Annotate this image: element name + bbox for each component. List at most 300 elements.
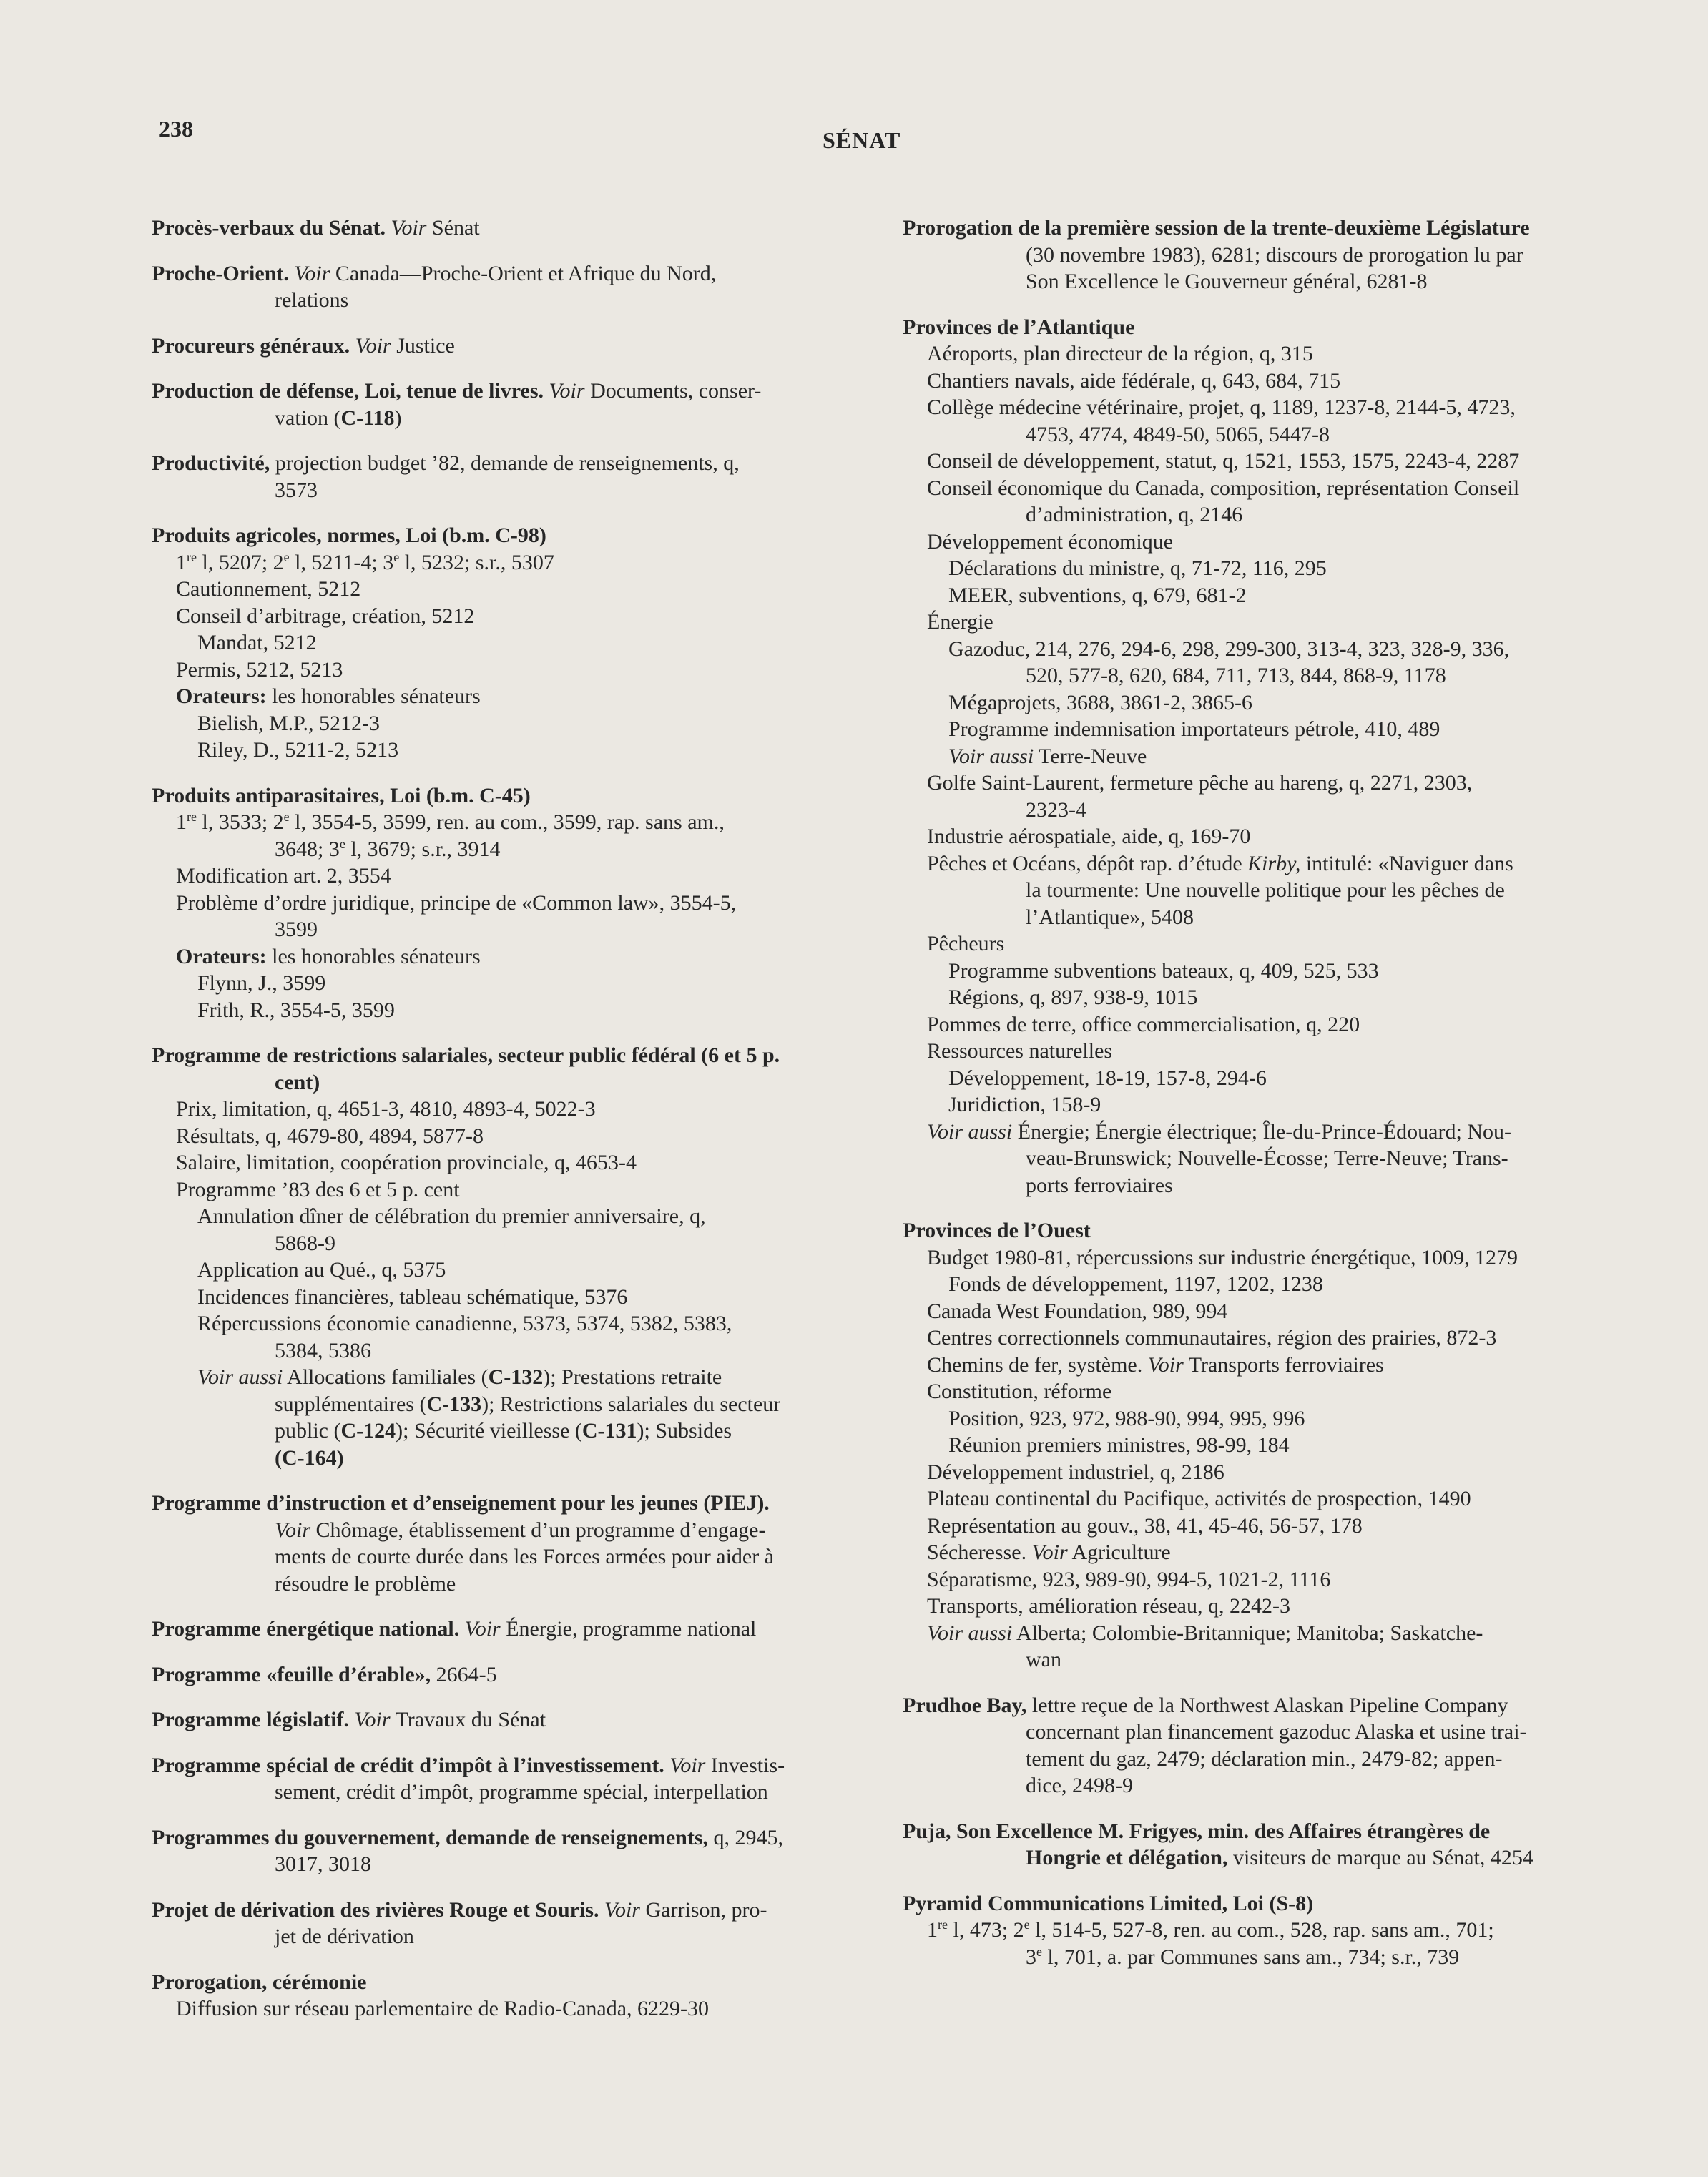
text-run: Investis- [705,1753,785,1777]
index-entry [152,1042,885,1471]
entry-heading [903,1890,1636,1917]
entry-heading [903,1818,1636,1845]
text-run: Garrison, pro- [639,1897,767,1922]
index-entry [152,215,885,242]
text-run: Programme énergétique national. [152,1617,460,1641]
text-run: Fonds de développement, 1197, 1202, 1238 [948,1272,1323,1296]
text-run: Voir aussi [927,1621,1013,1645]
entry-line [152,1851,885,1878]
text-run: Provinces de l’Ouest [903,1219,1091,1242]
text-run: Voir aussi [948,744,1034,768]
entry-line [903,529,1636,556]
index-entry [903,1890,1636,1971]
text-run: Permis, 5212, 5213 [176,657,343,682]
index-entry [152,333,885,360]
text-run: Mandat, 5212 [197,631,317,654]
text-run: résoudre le problème [275,1571,456,1596]
text-run: C-131 [581,1419,637,1443]
entry-line [152,477,885,504]
text-run: e [1024,1917,1030,1932]
index-entry [903,1217,1636,1674]
text-run: Énergie, programme national [500,1617,757,1641]
entry-line [903,609,1636,636]
entry-line [903,340,1636,368]
entry-line [152,836,885,863]
text-run: 2664-5 [431,1662,497,1686]
text-run: vation ( [275,406,341,430]
entry-line [903,582,1636,609]
index-entry [152,378,885,431]
text-run: intitulé: «Naviguer dans [1300,851,1513,875]
text-run: tement du gaz, 2479; déclaration min., 2479-82; appen- [1026,1746,1503,1771]
index-entry [903,314,1636,1199]
text-run: 3648; 3 [275,837,340,861]
entry-line [903,1244,1636,1272]
text-run: Voir aussi [927,1119,1013,1144]
text-run: Conseil économique du Canada, composition, représentation Conseil [927,476,1520,500]
text-run: relations [275,288,349,312]
entry-line [152,1923,885,1950]
text-run: Allocations familiales ( [283,1365,489,1389]
text-run: wan [1026,1648,1061,1671]
entry-line [903,1432,1636,1459]
text-run: Aéroports, plan directeur de la région, q, 315 [927,342,1313,365]
index-column-left [152,215,885,2041]
entry-heading [903,314,1636,341]
text-run: Sénat [426,216,480,240]
entry-line [152,863,885,890]
text-run: Prudhoe Bay, [903,1693,1027,1717]
entry-line [903,1917,1636,1944]
entry-line [903,1378,1636,1405]
entry-line [903,797,1636,824]
entry-line [152,710,885,737]
text-run: Programme de restrictions salariales, secteur public fédéral (6 et 5 p. [152,1043,780,1067]
text-run: Kirby, [1247,851,1301,875]
index-entry [152,1897,885,1950]
text-run: C-132 [488,1365,544,1389]
text-run: Orateurs: [176,944,267,968]
text-run: Voir [604,1897,640,1922]
entry-line [152,1069,885,1096]
text-run: 3017, 3018 [275,1852,371,1876]
text-run: Terre-Neuve [1034,744,1147,768]
text-run: Problème d’ordre juridique, principe de «Common law», 3554-5, [176,890,737,915]
index-entry [152,260,885,314]
text-run: Position, 923, 972, 988-90, 994, 995, 996 [948,1406,1305,1430]
entry-heading [152,1824,885,1852]
entry-line [152,1445,885,1472]
text-run: Voir [669,1753,706,1777]
text-run: Modification art. 2, 3554 [176,864,391,888]
text-run: ); Prestations retraite [543,1365,722,1389]
entry-line [903,1172,1636,1199]
entry-line [903,1271,1636,1298]
text-run: l, 5232; s.r., 5307 [399,550,554,574]
text-run: 2323-4 [1026,797,1086,822]
text-run: Développement économique [927,529,1174,554]
entry-line [152,1149,885,1176]
entry-line [903,1746,1636,1773]
entry-line [903,1405,1636,1433]
text-run: Alberta; Colombie-Britannique; Manitoba; Saskatche- [1012,1621,1483,1645]
entry-line [903,1566,1636,1593]
text-run: l, 5211-4; 3 [289,550,394,574]
text-run: Voir [355,333,391,358]
entry-line [903,930,1636,958]
entry-line [903,1145,1636,1172]
text-run: MEER, subventions, q, 679, 681-2 [948,583,1247,607]
entry-line [152,1096,885,1123]
entry-heading [152,1616,885,1643]
text-run: Orateurs: [176,684,267,708]
text-run: l, 3533; 2 [196,810,284,834]
text-run: Agriculture [1067,1540,1171,1564]
text-run: Conseil de développement, statut, q, 1521, 1553, 1575, 2243-4, 2287 [927,449,1520,473]
index-entry [903,1818,1636,1872]
text-run: Produits agricoles, normes, Loi (b.m. C-98) [152,524,546,547]
text-run: Projet de dérivation des rivières Rouge et Souris. [152,1897,599,1922]
text-run: 3573 [275,478,318,502]
index-entry [152,1616,885,1643]
text-run: les honorables sénateurs [266,944,481,968]
text-run: Travaux du Sénat [390,1708,546,1731]
text-run: Programmes du gouvernement, demande de renseignements, [152,1825,708,1849]
index-entry [152,782,885,1024]
text-run: Procès-verbaux du Sénat. [152,216,386,240]
entry-line [903,904,1636,931]
text-run: 5868-9 [275,1231,335,1255]
text-run: Chemins de fer, système. [927,1352,1148,1377]
index-entry [152,1752,885,1806]
text-run: Canada West Foundation, 989, 994 [927,1299,1228,1323]
entry-heading [903,215,1636,242]
text-run [349,1708,355,1731]
text-run: Programme d’instruction et d’enseignement pour les jeunes (PIEJ). [152,1491,770,1515]
entry-line [152,916,885,943]
text-run: ); Sécurité vieillesse ( [396,1419,582,1443]
text-run: Voir [549,379,585,403]
text-run: l, 5207; 2 [196,550,284,574]
entry-line [152,1417,885,1445]
text-run: ) [394,406,402,430]
entry-line [903,1038,1636,1065]
text-run: supplémentaires ( [275,1392,427,1416]
text-run: Canada—Proche-Orient et Afrique du Nord, [330,261,717,285]
text-run: Conseil d’arbitrage, création, 5212 [176,604,475,628]
entry-line [152,1364,885,1391]
entry-line [152,683,885,710]
text-run: Hongrie et délégation, [1026,1846,1228,1869]
text-run [599,1898,604,1922]
index-entry [152,1490,885,1597]
text-run: Constitution, réforme [927,1380,1112,1403]
entry-line [903,770,1636,797]
text-run: lettre reçue de la Northwest Alaskan Pipeline Company [1026,1693,1508,1717]
text-run: Développement, 18-19, 157-8, 294-6 [948,1066,1267,1090]
entry-line [152,1571,885,1598]
text-run: 5384, 5386 [275,1338,371,1362]
text-run: Prorogation de la première session de la trente-deuxième Législature [903,216,1530,240]
entry-heading [152,1706,885,1734]
entry-line [152,603,885,630]
text-run: veau-Brunswick; Nouvelle-Écosse; Terre-Neuve; Trans- [1026,1146,1508,1170]
text-run: 3599 [275,918,318,941]
index-entry [152,1824,885,1878]
entry-line [152,1995,885,2023]
entry-heading [903,1217,1636,1244]
text-run: Cautionnement, 5212 [176,577,361,601]
entry-line [152,809,885,836]
entry-line [903,1646,1636,1674]
entry-heading [152,1661,885,1689]
text-run: d’administration, q, 2146 [1026,503,1243,526]
text-run: Programme spécial de crédit d’impôt à l’investissement. [152,1753,664,1777]
entry-line [152,1337,885,1365]
text-run: ments de courte durée dans les Forces armées pour aider à [275,1545,775,1568]
entry-line [152,943,885,970]
text-run: Mégaprojets, 3688, 3861-2, 3865-6 [948,690,1252,714]
text-run: Procureurs généraux. [152,333,350,358]
entry-line [903,394,1636,421]
entry-heading [152,1897,885,1924]
entry-line [903,268,1636,295]
entry-line [152,1257,885,1284]
entry-line [903,1298,1636,1325]
entry-heading [152,215,885,242]
text-run: ); Subsides [637,1419,732,1443]
text-run: Budget 1980-81, répercussions sur industrie énergétique, 1009, 1279 [927,1245,1518,1269]
text-run: Flynn, J., 3599 [197,971,326,995]
entry-line [903,1459,1636,1486]
text-run: Pyramid Communications Limited, Loi (S-8) [903,1891,1314,1915]
entry-line [903,984,1636,1011]
text-run: Salaire, limitation, coopération provinciale, q, 4653-4 [176,1151,637,1174]
text-run: la tourmente: Une nouvelle politique pour les pêches de [1026,878,1505,902]
text-run: Prix, limitation, q, 4651-3, 4810, 4893-4, 5022-3 [176,1097,596,1121]
text-run: Voir aussi [197,1365,283,1389]
text-run: Voir [391,216,427,240]
entry-line [903,1593,1636,1620]
entry-heading [152,450,885,477]
entry-line [152,1517,885,1544]
entry-line [152,997,885,1024]
text-run: public ( [275,1419,341,1443]
entry-line [152,1230,885,1257]
text-run: l, 473; 2 [947,1918,1024,1942]
text-run: Programme indemnisation importateurs pétrole, 410, 489 [948,717,1440,741]
text-run: Produits antiparasitaires, Loi (b.m. C-45) [152,783,531,807]
entry-line [152,1123,885,1150]
text-run: ); Restrictions salariales du secteur [481,1392,781,1416]
entry-line [152,890,885,917]
entry-line [903,1719,1636,1746]
text-run: Collège médecine vétérinaire, projet, q, 1189, 1237-8, 2144-5, 4723, [927,395,1516,419]
text-run: Chômage, établissement d’un programme d’engage- [310,1518,766,1542]
text-run: Centres correctionnels communautaires, région des prairies, 872-3 [927,1326,1497,1350]
running-head: SÉNAT [823,127,901,153]
text-run: Bielish, M.P., 5212-3 [197,711,381,735]
text-run: ports ferroviaires [1026,1173,1173,1197]
text-run: Prorogation, cérémonie [152,1970,367,1994]
text-run: Séparatisme, 923, 989-90, 994-5, 1021-2, 1116 [927,1567,1331,1591]
text-run: Énergie; Énergie électrique; Île-du-Prince-Édouard; Nou- [1012,1119,1511,1144]
text-run: Répercussions économie canadienne, 5373, 5374, 5382, 5383, [197,1312,732,1335]
entry-line [903,1065,1636,1092]
text-run: Puja, Son Excellence M. Frigyes, min. des Affaires étrangères de [903,1819,1491,1843]
entry-line [903,958,1636,985]
index-entry [152,1969,885,2023]
text-run: Frith, R., 3554-5, 3599 [197,998,395,1022]
index-entry [152,1706,885,1734]
text-run: Programme législatif. [152,1708,350,1731]
text-run: Résultats, q, 4679-80, 4894, 5877-8 [176,1124,484,1148]
entry-line [903,1119,1636,1146]
text-run: re [187,549,197,564]
entry-line [152,629,885,657]
entry-heading [152,1969,885,1996]
entry-line [903,1539,1636,1566]
page-number: 238 [159,116,193,142]
text-run [459,1617,465,1641]
entry-line [152,1203,885,1230]
text-run: l, 3554-5, 3599, ren. au com., 3599, rap. sans am., [289,810,725,834]
entry-line [152,1779,885,1806]
text-run: Pommes de terre, office commercialisation, q, 220 [927,1012,1360,1036]
text-run: Gazoduc, 214, 276, 294-6, 298, 299-300, 313-4, 323, 328-9, 336, [948,637,1510,661]
entry-line [903,636,1636,663]
text-run: Production de défense, Loi, tenue de livres. [152,379,544,403]
text-run: Transports ferroviaires [1183,1352,1384,1377]
text-run: sement, crédit d’impôt, programme spécial, interpellation [275,1780,768,1804]
text-run: e [393,549,400,564]
entry-line [152,576,885,603]
text-run: l, 514-5, 527-8, ren. au com., 528, rap. sans am., 701; [1029,1918,1494,1942]
index-entry [903,215,1636,295]
text-run: re [938,1917,948,1932]
text-run: Annulation dîner de célébration du premier anniversaire, q, [197,1204,706,1228]
text-run: Documents, conser- [584,379,762,403]
text-run: Pêches et Océans, dépôt rap. d’étude [927,851,1248,875]
text-run: 4753, 4774, 4849-50, 5065, 5447-8 [1026,422,1330,446]
text-run: 1 [176,810,187,834]
entry-line [903,877,1636,904]
entry-heading [152,782,885,810]
entry-line [903,1944,1636,1971]
text-run: jet de dérivation [275,1925,414,1948]
text-run: q, 2945, [707,1825,783,1849]
text-run: Son Excellence le Gouverneur général, 6281-8 [1026,270,1428,293]
text-run: Proche-Orient. [152,261,289,285]
text-run: dice, 2498-9 [1026,1774,1133,1797]
entry-line [903,850,1636,878]
text-run: Déclarations du ministre, q, 71-72, 116, 295 [948,556,1327,580]
entry-line [903,475,1636,502]
text-run: Régions, q, 897, 938-9, 1015 [948,986,1198,1009]
text-run: Diffusion sur réseau parlementaire de Radio-Canada, 6229-30 [176,1997,710,2020]
entry-heading [152,333,885,360]
entry-line [903,823,1636,850]
index-entry [152,1661,885,1689]
text-run: e [339,836,345,851]
text-run: Justice [391,333,455,358]
index-entry [152,522,885,764]
text-run: 520, 577-8, 620, 684, 711, 713, 844, 868-9, 1178 [1026,664,1446,687]
entry-heading [152,378,885,405]
text-run: C-118 [340,406,395,430]
entry-line [903,555,1636,582]
text-run: 1 [927,1918,938,1942]
entry-line [152,1543,885,1571]
text-run: (C-164) [275,1445,344,1470]
text-run: 3 [1026,1945,1036,1969]
text-run: Provinces de l’Atlantique [903,315,1135,339]
entry-line [152,1284,885,1311]
entry-heading [903,1692,1636,1719]
entry-line [152,657,885,684]
entry-line [903,1844,1636,1872]
text-run: visiteurs de marque au Sénat, 4254 [1227,1846,1533,1869]
text-run: Riley, D., 5211-2, 5213 [197,738,399,762]
text-run: les honorables sénateurs [266,684,481,708]
entry-heading [152,1490,885,1517]
entry-line [152,549,885,576]
text-run: Plateau continental du Pacifique, activités de prospection, 1490 [927,1487,1471,1510]
text-run: Voir [354,1708,391,1731]
index-entry [152,450,885,503]
entry-heading [152,1752,885,1779]
text-run: C-124 [340,1419,396,1443]
entry-line [152,287,885,314]
text-run [544,379,549,403]
entry-line [903,1352,1636,1379]
text-run: Voir [1147,1352,1184,1377]
text-run: Programme «feuille d’érable», [152,1662,431,1686]
text-run: l, 3679; s.r., 3914 [345,837,501,861]
text-run: Golfe Saint-Laurent, fermeture pêche au hareng, q, 2271, 2303, [927,771,1473,795]
text-run: Productivité, [152,451,270,475]
text-run: cent) [275,1070,320,1094]
text-run: Voir [1031,1540,1068,1564]
entry-line [152,1310,885,1337]
entry-line [903,1485,1636,1513]
text-run: Chantiers navals, aide fédérale, q, 643, 684, 715 [927,368,1341,393]
text-run [350,334,355,358]
entry-line [903,448,1636,475]
text-run: Transports, amélioration réseau, q, 2242-3 [927,1594,1290,1618]
entry-line [903,743,1636,770]
text-run: l’Atlantique», 5408 [1026,905,1194,929]
text-run: Voir [294,261,330,285]
entry-line [903,716,1636,743]
entry-line [903,501,1636,529]
text-run: Incidences financières, tableau schématique, 5376 [197,1284,628,1309]
entry-line [903,1325,1636,1352]
text-run: Énergie [927,610,993,634]
text-run: Ressources naturelles [927,1039,1113,1063]
entry-heading [152,260,885,288]
entry-line [903,1513,1636,1540]
entry-line [152,737,885,764]
entry-line [903,368,1636,395]
text-run: Programme subventions bateaux, q, 409, 525, 533 [948,958,1379,983]
entry-heading [152,522,885,549]
entry-line [903,1620,1636,1647]
text-run: Sécheresse. [927,1540,1032,1564]
entry-line [903,1772,1636,1799]
text-run: Application au Qué., q, 5375 [197,1258,446,1282]
text-run: Pêcheurs [927,932,1005,955]
